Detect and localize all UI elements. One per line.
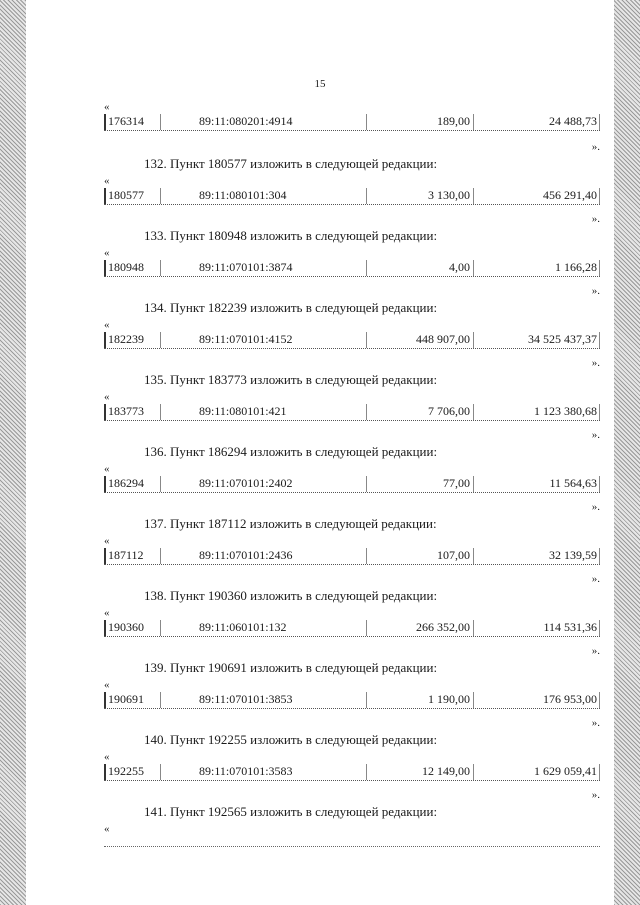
quote-open: « [104, 463, 110, 475]
row-value: 24 488,73 [473, 114, 600, 130]
quote-open: « [104, 175, 110, 187]
page-number: 15 [314, 78, 326, 90]
row-cadastral-number: 89:11:070101:3874 [160, 260, 366, 276]
row-cadastral-number: 89:11:080201:4914 [160, 114, 366, 130]
quote-close: ». [591, 789, 600, 801]
table-row [104, 188, 600, 205]
row-id: 190360 [104, 620, 160, 636]
row-value: 11 564,63 [473, 476, 600, 492]
row-value: 32 139,59 [473, 548, 600, 564]
amendment-item [104, 140, 600, 212]
quote-close: ». [591, 141, 600, 153]
amendment-heading: 135. Пункт 183773 изложить в следующей редакции: [144, 372, 438, 387]
row-area: 7 706,00 [366, 404, 473, 420]
row-area: 12 149,00 [366, 764, 473, 780]
amendment-heading: 133. Пункт 180948 изложить в следующей редакции: [144, 228, 438, 243]
row-id: 190691 [104, 692, 160, 708]
row-area: 189,00 [366, 114, 473, 130]
row-id: 192255 [104, 764, 160, 780]
quote-open: « [104, 391, 110, 403]
row-id: 176314 [104, 114, 160, 130]
quote-close: ». [591, 645, 600, 657]
row-value: 1 629 059,41 [473, 764, 600, 780]
quote-close: ». [591, 285, 600, 297]
amendment-heading: 132. Пункт 180577 изложить в следующей редакции: [144, 156, 438, 171]
table-row [104, 260, 600, 277]
quote-open: « [104, 679, 110, 691]
row-id: 180948 [104, 260, 160, 276]
amendment-item [104, 284, 600, 356]
item-131-continuation [104, 100, 600, 140]
amendment-heading: 134. Пункт 182239 изложить в следующей редакции: [144, 300, 438, 315]
row-id: 186294 [104, 476, 160, 492]
table-row-empty [104, 836, 600, 847]
document-body [104, 100, 600, 847]
table-row [104, 114, 600, 131]
row-value: 114 531,36 [473, 620, 600, 636]
row-area: 3 130,00 [366, 188, 473, 204]
row-value: 34 525 437,37 [473, 332, 600, 348]
quote-open: « [104, 319, 110, 331]
amendment-item [104, 428, 600, 500]
amendment-item [104, 212, 600, 284]
scan-border-left [0, 0, 26, 905]
amendment-heading: 136. Пункт 186294 изложить в следующей редакции: [144, 444, 438, 459]
quote-open: « [104, 101, 110, 113]
quote-close: ». [591, 501, 600, 513]
row-cadastral-number: 89:11:070101:4152 [160, 332, 366, 348]
quote-close: ». [591, 213, 600, 225]
item-141 [104, 788, 600, 847]
row-cadastral-number: 89:11:070101:3583 [160, 764, 366, 780]
row-value: 456 291,40 [473, 188, 600, 204]
row-id: 187112 [104, 548, 160, 564]
table-row [104, 332, 600, 349]
row-area: 107,00 [366, 548, 473, 564]
row-cadastral-number: 89:11:080101:421 [160, 404, 366, 420]
quote-close: ». [591, 429, 600, 441]
amendment-item [104, 644, 600, 716]
table-row [104, 404, 600, 421]
amendment-heading: 141. Пункт 192565 изложить в следующей редакции: [144, 804, 438, 819]
row-cadastral-number: 89:11:070101:2402 [160, 476, 366, 492]
amendment-item [104, 500, 600, 572]
table-row [104, 548, 600, 565]
row-cadastral-number: 89:11:060101:132 [160, 620, 366, 636]
row-cadastral-number: 89:11:070101:2436 [160, 548, 366, 564]
amendment-heading: 140. Пункт 192255 изложить в следующей редакции: [144, 732, 438, 747]
amendment-heading: 139. Пункт 190691 изложить в следующей редакции: [144, 660, 438, 675]
row-value: 176 953,00 [473, 692, 600, 708]
row-area: 1 190,00 [366, 692, 473, 708]
amendment-item [104, 716, 600, 788]
quote-close: ». [591, 357, 600, 369]
table-row [104, 692, 600, 709]
row-area: 266 352,00 [366, 620, 473, 636]
row-cadastral-number: 89:11:080101:304 [160, 188, 366, 204]
row-id: 182239 [104, 332, 160, 348]
row-area: 77,00 [366, 476, 473, 492]
row-id: 180577 [104, 188, 160, 204]
table-row [104, 476, 600, 493]
quote-close: ». [591, 573, 600, 585]
amendment-item [104, 572, 600, 644]
row-value: 1 123 380,68 [473, 404, 600, 420]
quote-open: « [104, 607, 110, 619]
amendment-heading: 138. Пункт 190360 изложить в следующей редакции: [144, 588, 438, 603]
row-area: 448 907,00 [366, 332, 473, 348]
amendment-list [104, 140, 600, 788]
quote-open: « [104, 823, 110, 835]
quote-open: « [104, 247, 110, 259]
quote-close: ». [591, 717, 600, 729]
amendment-item [104, 356, 600, 428]
row-id: 183773 [104, 404, 160, 420]
amendment-heading: 137. Пункт 187112 изложить в следующей редакции: [144, 516, 437, 531]
quote-open: « [104, 751, 110, 763]
table-row [104, 620, 600, 637]
table-row [104, 764, 600, 781]
row-value: 1 166,28 [473, 260, 600, 276]
row-area: 4,00 [366, 260, 473, 276]
row-cadastral-number: 89:11:070101:3853 [160, 692, 366, 708]
scan-border-right [614, 0, 640, 905]
quote-open: « [104, 535, 110, 547]
